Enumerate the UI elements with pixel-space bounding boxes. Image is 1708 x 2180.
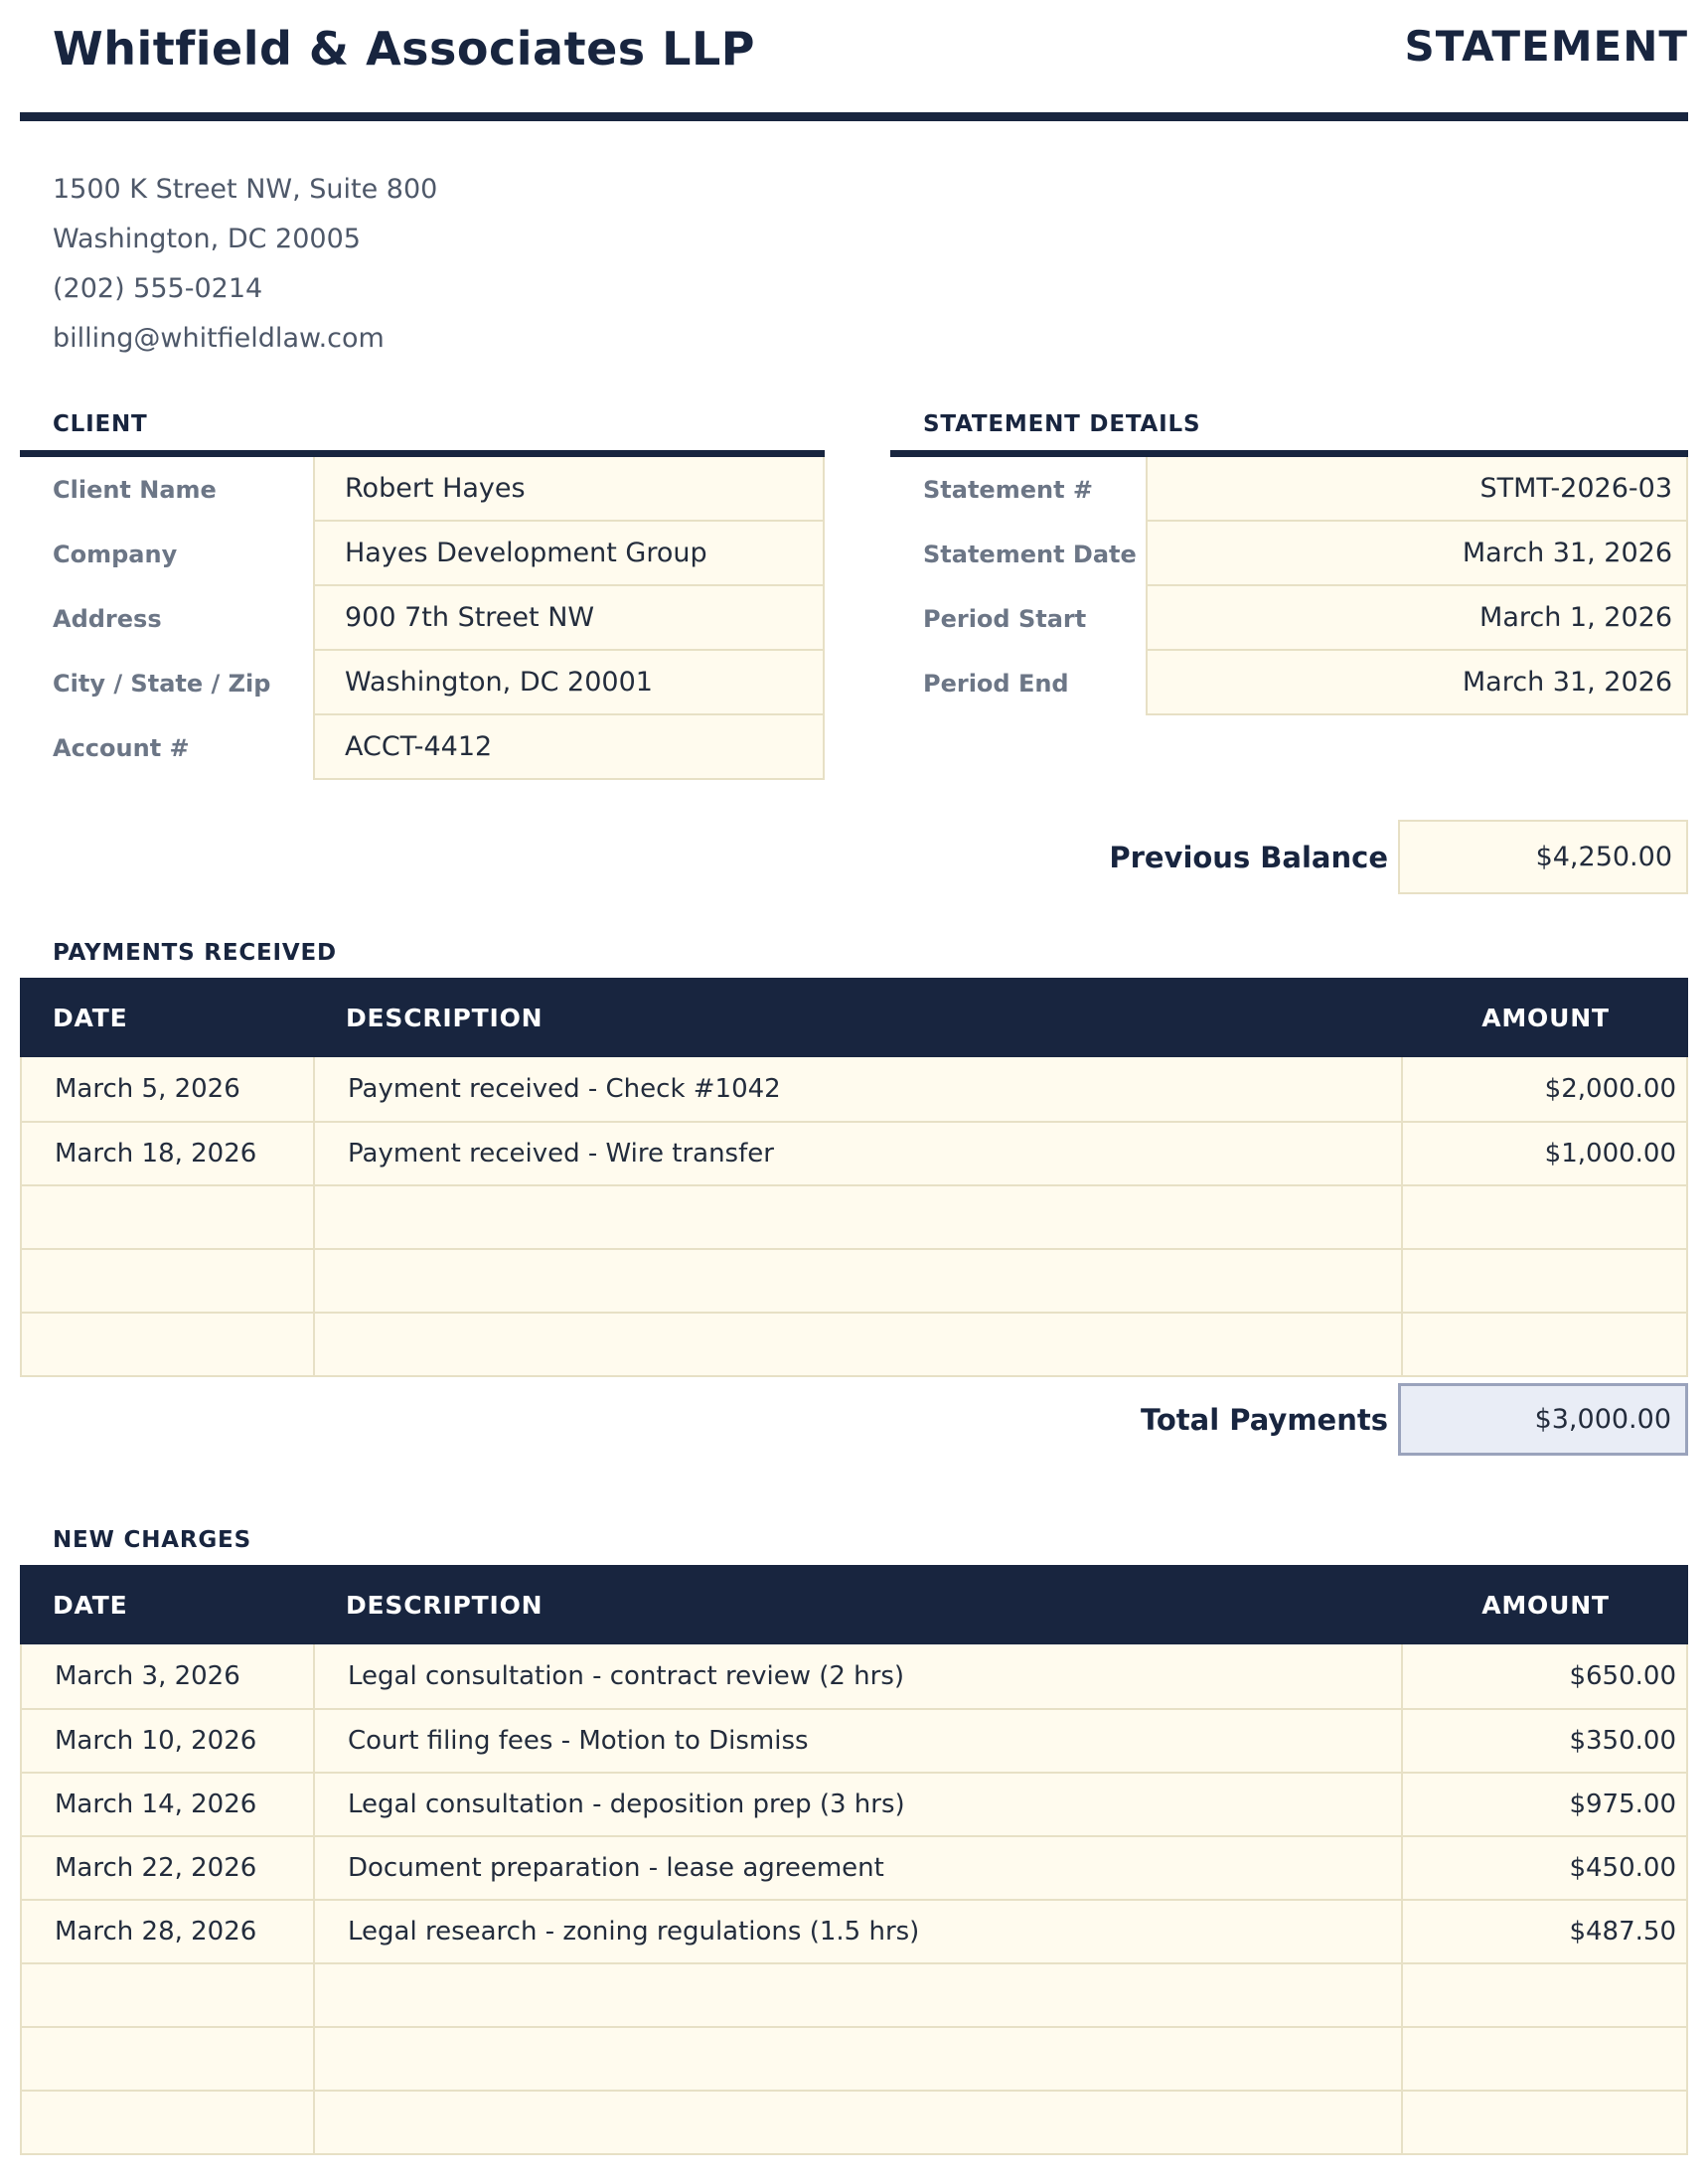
charge-description: Court filing fees - Motion to Dismiss <box>313 1710 1401 1772</box>
header-divider <box>20 112 1688 121</box>
charge-row <box>22 1899 1686 1962</box>
total-payments-value: $3,000.00 <box>1398 1383 1688 1456</box>
charge-row <box>22 1708 1686 1772</box>
payment-description: Payment received - Wire transfer <box>313 1123 1401 1184</box>
charge-description: Legal consultation - deposition prep (3 hrs) <box>313 1774 1401 1835</box>
payment-row <box>22 1057 1686 1121</box>
firm-contact-block <box>20 165 1688 364</box>
city-state-zip-label: City / State / Zip <box>53 669 271 698</box>
charge-row-empty <box>22 2026 1686 2090</box>
charge-date: March 14, 2026 <box>55 1790 257 1819</box>
client-name-label: Client Name <box>53 475 217 504</box>
city-state-zip-value: Washington, DC 20001 <box>313 651 825 715</box>
charge-date: March 28, 2026 <box>55 1917 257 1946</box>
firm-email: billing@whitfieldlaw.com <box>53 323 385 354</box>
previous-balance-value: $4,250.00 <box>1398 820 1688 894</box>
payment-amount: $1,000.00 <box>1401 1123 1686 1184</box>
account-number-label: Account # <box>53 733 190 762</box>
account-number-value: ACCT-4412 <box>313 715 825 780</box>
firm-phone: (202) 555-0214 <box>53 273 263 304</box>
charge-row <box>22 1835 1686 1899</box>
charge-description: Document preparation - lease agreement <box>313 1837 1401 1899</box>
charges-section-title: NEW CHARGES <box>53 1527 251 1553</box>
charge-amount: $450.00 <box>1401 1837 1686 1899</box>
charge-row-empty <box>22 1962 1686 2026</box>
payment-row-empty <box>22 1248 1686 1312</box>
total-payments-label: Total Payments <box>1140 1402 1388 1437</box>
company-value: Hayes Development Group <box>313 522 825 586</box>
period-end-label: Period End <box>923 669 1069 698</box>
statement-details-title: STATEMENT DETAILS <box>923 411 1201 437</box>
payment-date: March 5, 2026 <box>55 1074 240 1104</box>
payment-amount: $2,000.00 <box>1401 1057 1686 1121</box>
payment-date: March 18, 2026 <box>55 1139 257 1168</box>
statement-number-value: STMT-2026-03 <box>1146 457 1688 522</box>
client-fields <box>20 457 825 780</box>
charge-row-empty <box>22 2090 1686 2153</box>
period-end-value: March 31, 2026 <box>1146 651 1688 715</box>
charges-amount-column-header: AMOUNT <box>1481 1590 1610 1620</box>
client-name-value: Robert Hayes <box>313 457 825 522</box>
charge-date: March 22, 2026 <box>55 1853 257 1883</box>
payment-row <box>22 1121 1686 1184</box>
firm-address-line2: Washington, DC 20005 <box>53 224 361 254</box>
client-section-title: CLIENT <box>53 411 148 437</box>
company-label: Company <box>53 540 178 568</box>
charge-description: Legal research - zoning regulations (1.5 hrs) <box>313 1901 1401 1962</box>
charge-amount: $487.50 <box>1401 1901 1686 1962</box>
period-start-value: March 1, 2026 <box>1146 586 1688 651</box>
charge-amount: $650.00 <box>1401 1644 1686 1708</box>
payments-table-header <box>20 978 1688 1057</box>
charges-date-column-header: DATE <box>53 1590 128 1620</box>
address-label: Address <box>53 604 162 633</box>
charges-table-body <box>20 1644 1688 2155</box>
total-payments-row <box>20 1383 1688 1456</box>
payments-table-body <box>20 1057 1688 1377</box>
charge-row <box>22 1772 1686 1835</box>
address-value: 900 7th Street NW <box>313 586 825 651</box>
info-columns <box>20 411 1688 780</box>
payments-section-title: PAYMENTS RECEIVED <box>53 940 337 966</box>
period-start-label: Period Start <box>923 604 1087 633</box>
statement-details-section <box>890 411 1688 780</box>
statement-date-value: March 31, 2026 <box>1146 522 1688 586</box>
charge-amount: $350.00 <box>1401 1710 1686 1772</box>
document-header <box>20 22 1688 76</box>
charge-amount: $975.00 <box>1401 1774 1686 1835</box>
firm-name: Whitfield & Associates LLP <box>53 22 756 76</box>
charge-date: March 10, 2026 <box>55 1726 257 1756</box>
statement-details-fields <box>890 457 1688 715</box>
payments-received-section <box>20 940 1688 1456</box>
charge-description: Legal consultation - contract review (2 hrs) <box>313 1644 1401 1708</box>
payment-description: Payment received - Check #1042 <box>313 1057 1401 1121</box>
new-charges-section <box>20 1527 1688 2155</box>
client-section <box>20 411 825 780</box>
payments-description-column-header: DESCRIPTION <box>346 1003 543 1032</box>
client-section-rule <box>20 450 825 457</box>
firm-address-line1: 1500 K Street NW, Suite 800 <box>53 174 438 205</box>
previous-balance-row <box>20 820 1688 894</box>
charge-row <box>22 1644 1686 1708</box>
statement-details-rule <box>890 450 1688 457</box>
statement-date-label: Statement Date <box>923 540 1137 568</box>
payment-row-empty <box>22 1312 1686 1375</box>
charges-table-header <box>20 1565 1688 1644</box>
payments-amount-column-header: AMOUNT <box>1481 1003 1610 1032</box>
charges-description-column-header: DESCRIPTION <box>346 1590 543 1620</box>
document-type-title: STATEMENT <box>1404 22 1688 71</box>
payment-row-empty <box>22 1184 1686 1248</box>
previous-balance-label: Previous Balance <box>1109 840 1388 874</box>
statement-number-label: Statement # <box>923 475 1094 504</box>
payments-date-column-header: DATE <box>53 1003 128 1032</box>
charge-date: March 3, 2026 <box>55 1661 240 1691</box>
